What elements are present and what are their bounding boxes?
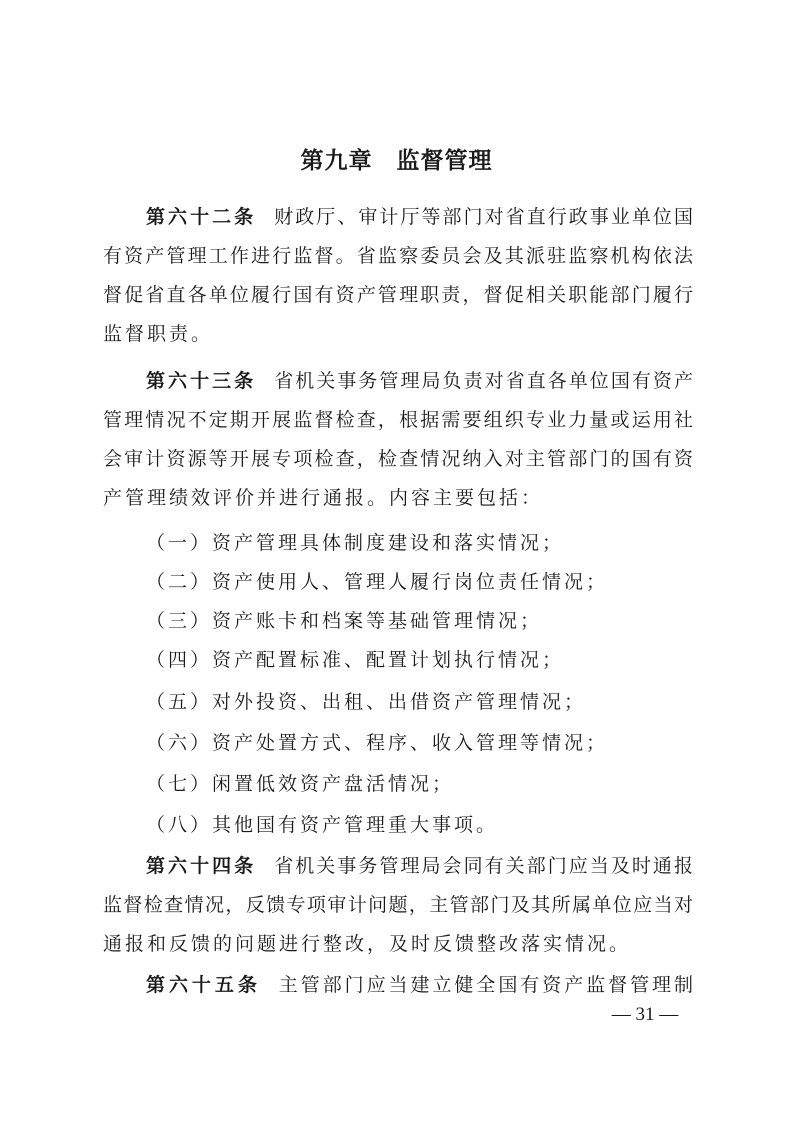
article-63-item-3: （三）资产账卡和档案等基础管理情况； [146,610,543,632]
article-62-line-3: 督促省直各单位履行国有资产管理职责，督促相关职能部门履行 [103,284,693,306]
article-63-item-1: （一）资产管理具体制度建设和落实情况； [146,532,565,554]
article-text: 省机关事务管理局负责对省直各单位国有资产 [274,370,693,392]
article-63-item-2: （二）资产使用人、管理人履行岗位责任情况； [146,571,609,593]
article-63-item-7: （七）闲置低效资产盘活情况； [146,773,455,795]
article-62-line-4: 监督职责。 [103,323,214,345]
article-63-item-8: （八）其他国有资产管理重大事项。 [146,814,499,836]
article-63-line-3: 会审计资源等开展专项检查，检查情况纳入对主管部门的国有资 [103,448,693,470]
chapter-title: 第九章 监督管理 [300,148,493,174]
article-62-line-1 [146,198,693,236]
article-64-line-1 [146,847,693,885]
article-63-line-1 [146,362,693,400]
article-label: 第六十五条 [146,974,261,996]
article-label: 第六十三条 [146,370,257,392]
page-number: — 31 — [611,1004,679,1025]
article-text: 财政厅、审计厅等部门对省直行政事业单位国 [274,206,693,228]
article-63-item-4: （四）资产配置标准、配置计划执行情况； [146,649,565,671]
article-63-item-6: （六）资产处置方式、程序、收入管理等情况； [146,732,609,754]
article-label: 第六十二条 [146,206,257,228]
article-63-item-5: （五）对外投资、出租、出借资产管理情况； [146,691,587,713]
article-text: 主管部门应当建立健全国有资产监督管理制 [278,974,693,996]
article-63-line-4: 产管理绩效评价并进行通报。内容主要包括： [103,487,544,509]
article-64-line-3: 通报和反馈的问题进行整改，及时反馈整改落实情况。 [103,933,632,955]
article-text: 省机关事务管理局会同有关部门应当及时通报 [274,855,693,877]
article-label: 第六十四条 [146,855,257,877]
article-64-line-2: 监督检查情况，反馈专项审计问题，主管部门及其所属单位应当对 [103,894,693,916]
article-62-line-2: 有资产管理工作进行监督。省监察委员会及其派驻监察机构依法 [103,245,693,267]
article-63-line-2: 管理情况不定期开展监督检查，根据需要组织专业力量或运用社 [103,409,693,431]
article-65-line-1 [146,966,693,1004]
